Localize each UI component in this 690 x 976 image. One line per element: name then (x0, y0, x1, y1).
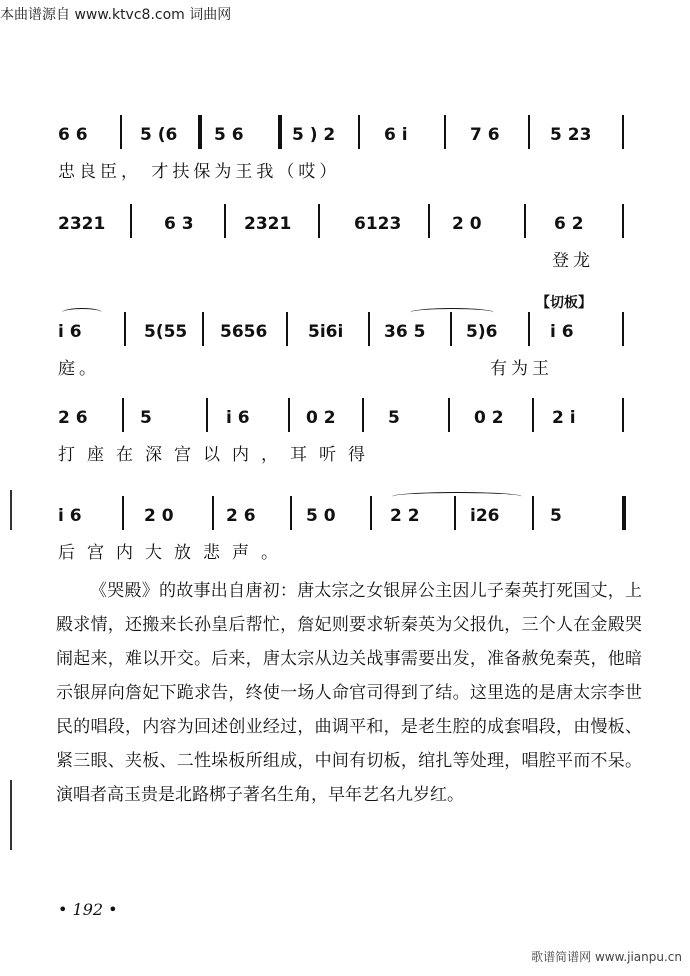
barline (450, 312, 452, 346)
note-group: 6123 (354, 214, 402, 234)
note-group: 5 (6 (140, 125, 178, 145)
note-group: 36 5 (384, 322, 426, 342)
end-barline (622, 496, 626, 530)
note-group: 6 i (384, 125, 408, 145)
note-group: 6 2 (554, 214, 584, 234)
lyrics: 庭。 (58, 359, 100, 379)
qieban-label: 【切板】 (536, 295, 592, 311)
barline (290, 496, 292, 530)
barline (524, 204, 526, 238)
note-group: 6 6 (58, 125, 88, 145)
barline (532, 398, 534, 432)
note-group: i26 (470, 506, 500, 526)
barline (202, 312, 204, 346)
note-group: 5 (550, 506, 562, 526)
note-group: 5 6 (214, 125, 244, 145)
barline (622, 398, 624, 432)
slur (392, 492, 522, 501)
barline (622, 115, 624, 149)
note-group: i 6 (226, 408, 250, 428)
barline (206, 398, 208, 432)
barline (368, 312, 370, 346)
note-group: 2 0 (144, 506, 174, 526)
slur (410, 308, 494, 317)
description-paragraph: 《哭殿》的故事出自唐初：唐太宗之女银屏公主因儿子秦英打死国丈，上殿求情，还搬来长孙皇后帮忙，詹妃则要求斩秦英为父报仇，三个人在金殿哭闹起来，难以开交。后来，唐太宗从边关战事需要出发，准备赦免秦英，他暗示银屏向詹妃下跪求告，终使一场人命官司得到了结。这里选的是唐太宗李世民的唱段，内容为回述创业经过，曲调平和，是老生腔的成套唱段，由慢板、紧三眼、夹板、二性垛板所组成，中间有切板，绾扎等处理，唱腔平而不呆。演唱者高玉贵是北路梆子著名生角，早年艺名九岁红。 (56, 581, 642, 805)
lyrics: 忠良臣， 才扶保为王我（哎） (58, 162, 341, 182)
barline (444, 115, 446, 149)
note-group: 2 i (552, 408, 576, 428)
note-group: 6 3 (164, 214, 194, 234)
barline (622, 312, 624, 346)
barline (448, 398, 450, 432)
note-group: 2 0 (452, 214, 482, 234)
note-group: i 6 (58, 506, 82, 526)
note-group: 5 ) 2 (292, 125, 336, 145)
note-group: 0 2 (306, 408, 336, 428)
footer-watermark: 歌谱简谱网 www.jianpu.cn (531, 950, 682, 964)
barline (224, 204, 226, 238)
barline (454, 496, 456, 530)
page-number: • 192 • (58, 900, 118, 919)
description-text (56, 574, 642, 812)
lyrics: 有为王 (490, 359, 553, 379)
repeat-barline (198, 115, 202, 149)
lyrics: 登龙 (552, 251, 594, 271)
note-group: 2321 (244, 214, 292, 234)
note-group: 2321 (58, 214, 106, 234)
note-group: 5 0 (306, 506, 336, 526)
barline (622, 204, 624, 238)
barline (532, 496, 534, 530)
barline (428, 204, 430, 238)
barline (362, 398, 364, 432)
barline (528, 115, 530, 149)
note-group: i 6 (58, 322, 82, 342)
note-group: 2 6 (226, 506, 256, 526)
lyrics: 打座在深宫以内，耳听得 (58, 445, 377, 465)
note-group: 5)6 (466, 322, 498, 342)
left-margin-line (10, 490, 12, 530)
barline (318, 204, 320, 238)
barline (124, 312, 126, 346)
barline (286, 312, 288, 346)
note-group: 7 6 (470, 125, 500, 145)
barline (288, 398, 290, 432)
lyrics: 后宫内大放悲声。 (58, 543, 290, 563)
barline (358, 115, 360, 149)
barline (370, 496, 372, 530)
note-group: i 6 (550, 322, 574, 342)
barline (122, 398, 124, 432)
header-watermark: 本曲谱源自 www.ktvc8.com 词曲网 (0, 7, 232, 23)
note-group: 5 (388, 408, 400, 428)
repeat-barline (278, 115, 282, 149)
left-margin-line-2 (10, 780, 12, 850)
barline (120, 115, 122, 149)
barline (130, 204, 132, 238)
note-group: 0 2 (474, 408, 504, 428)
note-group: 5(55 (144, 322, 188, 342)
note-group: 2 6 (58, 408, 88, 428)
note-group: 5 (140, 408, 152, 428)
barline (528, 312, 530, 346)
barline (122, 496, 124, 530)
note-group: 5656 (220, 322, 268, 342)
slur (62, 308, 102, 317)
note-group: 5 23 (550, 125, 592, 145)
note-group: 2 2 (390, 506, 420, 526)
note-group: 5i6i (308, 322, 344, 342)
barline (212, 496, 214, 530)
